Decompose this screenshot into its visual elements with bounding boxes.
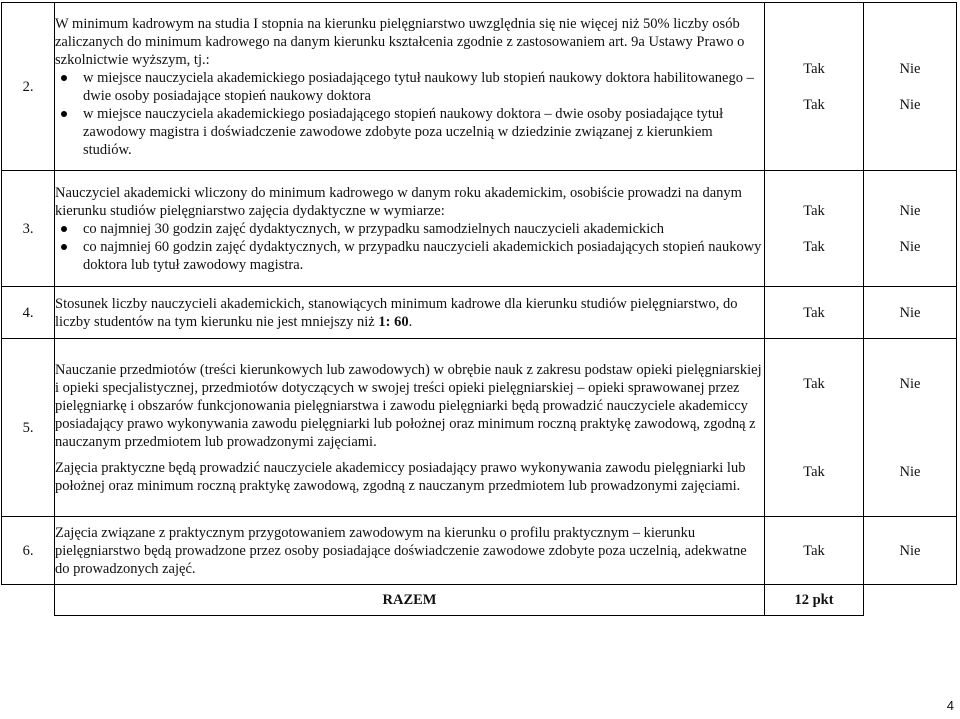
row-number: 6. — [2, 517, 55, 585]
no-answer: Nie — [899, 375, 921, 392]
row-number: 4. — [2, 287, 55, 339]
no-column — [864, 287, 957, 339]
no-column — [864, 339, 957, 517]
criteria-row — [2, 517, 957, 585]
bullet-item: co najmniej 60 godzin zajęć dydaktycznych, w przypadku nauczycieli akademickich posiadających stopień naukowy doktora lub tytuł zawodowy magistra. — [55, 238, 764, 274]
criterion-text — [55, 339, 765, 517]
criterion-text — [55, 171, 765, 287]
no-answer: Nie — [899, 60, 921, 77]
yes-column — [765, 517, 864, 585]
no-column — [864, 3, 957, 171]
yes-answer: Tak — [803, 542, 825, 559]
criterion-text — [55, 287, 765, 339]
criterion-paragraph: Nauczanie przedmiotów (treści kierunkowych lub zawodowych) w obrębie nauk z zakresu podstaw opieki pielęgniarskiej i opieki specjalistycznej, przedmiotów dotyczących w swojej treści opieki pielęgniarskiej – opieki sprawowanej przez pielęgniarkę i obszarów funkcjonowania pielęgniarstwa i zawodu pielęgniarki będą prowadzić nauczyciele akademiccy posiadający prawo wykonywania zawodu pielęgniarki lub położnej oraz minimum roczną praktykę zawodową, zgodną z nauczanym przedmiotem lub prowadzonymi zajęciami. — [55, 361, 762, 450]
yes-answer: Tak — [803, 463, 825, 480]
criteria-row — [2, 3, 957, 171]
ratio-value: 1: 60 — [378, 313, 409, 330]
total-label: RAZEM — [55, 585, 765, 616]
yes-answer: Tak — [803, 202, 825, 219]
criterion-intro: Nauczyciel akademicki wliczony do minimum kadrowego w danym roku akademickim, osobiście prowadzi na danym kierunku studiów pielęgniarstwo zajęcia dydaktyczne w wymiarze: — [55, 184, 742, 219]
yes-answer: Tak — [803, 375, 825, 392]
criterion-intro — [55, 295, 764, 331]
yes-answer: Tak — [803, 60, 825, 77]
yes-column — [765, 171, 864, 287]
yes-column — [765, 3, 864, 171]
page-number: 4 — [946, 698, 954, 713]
no-answer: Nie — [899, 463, 921, 480]
no-answer: Nie — [899, 202, 921, 219]
no-column — [864, 517, 957, 585]
total-row — [2, 585, 957, 616]
criteria-row — [2, 287, 957, 339]
row-number: 5. — [2, 339, 55, 517]
no-answer: Nie — [899, 542, 921, 559]
bullet-item: w miejsce nauczyciela akademickiego posiadającego stopień naukowy doktora – dwie osoby posiadające tytuł zawodowy magistra i doświadczenie zawodowe zdobyte poza uczelnią w dziedzinie związanej z kierunkiem studiów. — [55, 105, 764, 159]
criterion-text — [55, 517, 765, 585]
criteria-row — [2, 339, 957, 517]
total-value: 12 pkt — [765, 585, 864, 616]
yes-answer: Tak — [803, 96, 825, 113]
criteria-table — [1, 2, 957, 616]
bullet-list — [55, 220, 764, 274]
row-number: 2. — [2, 3, 55, 171]
criterion-intro: Zajęcia związane z praktycznym przygotowaniem zawodowym na kierunku o profilu praktycznym – kierunku pielęgniarstwo będą prowadzone przez osoby posiadające doświadczenie zawodowe zdobyte poza uczelnią, adekwatne do prowadzonych zajęć. — [55, 524, 747, 577]
row-number: 3. — [2, 171, 55, 287]
bullet-item: w miejsce nauczyciela akademickiego posiadającego tytuł naukowy lub stopień naukowy doktora habilitowanego – dwie osoby posiadające stopień naukowy doktora — [55, 69, 764, 105]
bullet-item: co najmniej 30 godzin zajęć dydaktycznych, w przypadku samodzielnych nauczycieli akademickich — [55, 220, 764, 238]
criterion-intro-end: . — [408, 313, 413, 330]
criterion-paragraph: Zajęcia praktyczne będą prowadzić nauczyciele akademiccy posiadający prawo wykonywania zawodu pielęgniarki lub położnej oraz minimum roczną praktykę zawodową, zgodną z nauczanym przedmiotem lub prowadzonymi zajęciami. — [55, 459, 746, 494]
no-answer: Nie — [899, 304, 921, 321]
no-answer: Nie — [899, 238, 921, 255]
yes-column — [765, 287, 864, 339]
criteria-row — [2, 171, 957, 287]
no-column — [864, 171, 957, 287]
bullet-list — [55, 69, 764, 159]
yes-answer: Tak — [803, 238, 825, 255]
criterion-intro-text: Stosunek liczby nauczycieli akademickich, stanowiących minimum kadrowe dla kierunku studiów pielęgniarstwo, do liczby studentów na tym kierunku nie jest mniejszy niż — [55, 295, 738, 330]
criterion-text — [55, 3, 765, 171]
criterion-intro: W minimum kadrowym na studia I stopnia na kierunku pielęgniarstwo uwzględnia się nie więcej niż 50% liczby osób zaliczanych do minimum kadrowego na danym kierunku kształcenia zgodnie z zastosowaniem art. 9a Ustawy Prawo o szkolnictwie wyższym, tj.: — [55, 15, 745, 68]
no-answer: Nie — [899, 96, 921, 113]
yes-column — [765, 339, 864, 517]
yes-answer: Tak — [803, 304, 825, 321]
